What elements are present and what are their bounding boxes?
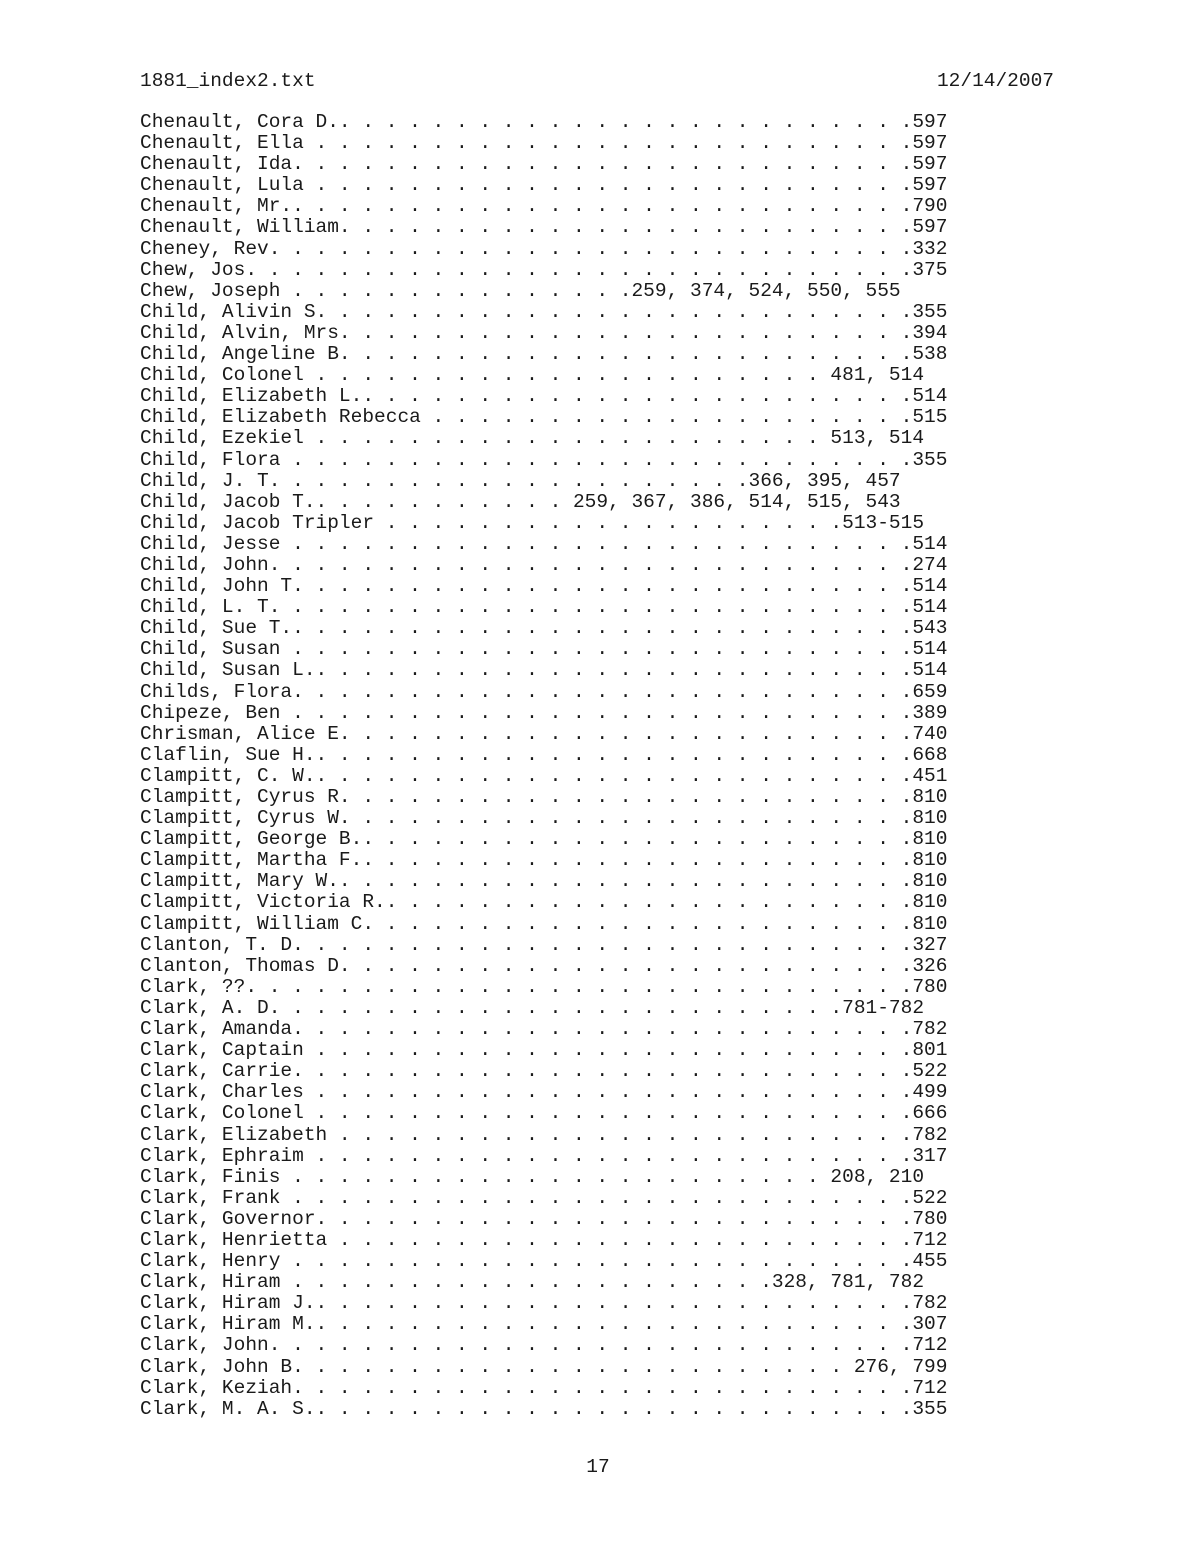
index-entry: Child, Alivin S. . . . . . . . . . . . . . . . . . . . . . . . . .355 bbox=[140, 300, 948, 323]
index-entry: Clanton, Thomas D. . . . . . . . . . . . . . . . . . . . . . . . .326 bbox=[140, 954, 948, 977]
index-entry: Child, Flora . . . . . . . . . . . . . . . . . . . . . . . . . . .355 bbox=[140, 448, 948, 471]
index-entry: Clark, Keziah. . . . . . . . . . . . . . . . . . . . . . . . . . .712 bbox=[140, 1376, 948, 1399]
index-entry: Clampitt, C. W.. . . . . . . . . . . . . . . . . . . . . . . . . .451 bbox=[140, 764, 948, 787]
index-entry: Child, Jacob Tripler . . . . . . . . . . . . . . . . . . . .513-515 bbox=[140, 511, 925, 534]
index-entry: Chenault, Lula . . . . . . . . . . . . . . . . . . . . . . . . . .597 bbox=[140, 174, 948, 197]
index-entry: Child, Susan . . . . . . . . . . . . . . . . . . . . . . . . . . .514 bbox=[140, 638, 948, 661]
index-entry: Clark, John. . . . . . . . . . . . . . . . . . . . . . . . . . . .712 bbox=[140, 1334, 948, 1357]
index-entry: Clark, Amanda. . . . . . . . . . . . . . . . . . . . . . . . . . .782 bbox=[140, 1018, 948, 1041]
index-entry: Child, Jacob T.. . . . . . . . . . . 259, 367, 386, 514, 515, 543 bbox=[140, 490, 901, 513]
index-entry: Clark, Governor. . . . . . . . . . . . . . . . . . . . . . . . . .780 bbox=[140, 1207, 948, 1230]
index-entry: Child, Alvin, Mrs. . . . . . . . . . . . . . . . . . . . . . . . .394 bbox=[140, 321, 948, 344]
index-entry: Clark, M. A. S.. . . . . . . . . . . . . . . . . . . . . . . . . .355 bbox=[140, 1397, 948, 1420]
index-entry: Clark, Elizabeth . . . . . . . . . . . . . . . . . . . . . . . . .782 bbox=[140, 1123, 948, 1146]
index-entry: Child, L. T. . . . . . . . . . . . . . . . . . . . . . . . . . . .514 bbox=[140, 596, 948, 619]
index-entry: Chipeze, Ben . . . . . . . . . . . . . . . . . . . . . . . . . . .389 bbox=[140, 701, 948, 724]
index-entry: Child, Ezekiel . . . . . . . . . . . . . . . . . . . . . . 513, 514 bbox=[140, 427, 925, 450]
index-entry: Clark, A. D. . . . . . . . . . . . . . . . . . . . . . . . .781-782 bbox=[140, 996, 925, 1019]
index-entry: Child, Susan L.. . . . . . . . . . . . . . . . . . . . . . . . . .514 bbox=[140, 659, 948, 682]
index-entry: Clampitt, Cyrus R. . . . . . . . . . . . . . . . . . . . . . . . .810 bbox=[140, 786, 948, 808]
index-entry: Chenault, Cora D.. . . . . . . . . . . . . . . . . . . . . . . . .597 bbox=[140, 111, 948, 133]
index-entry: Clampitt, Martha F.. . . . . . . . . . . . . . . . . . . . . . . .810 bbox=[140, 849, 948, 872]
index-entry: Clanton, T. D. . . . . . . . . . . . . . . . . . . . . . . . . . .327 bbox=[140, 933, 948, 956]
index-entry: Childs, Flora. . . . . . . . . . . . . . . . . . . . . . . . . . .659 bbox=[140, 680, 948, 703]
index-entry: Chenault, William. . . . . . . . . . . . . . . . . . . . . . . . .597 bbox=[140, 216, 948, 239]
index-entry: Clark, Charles . . . . . . . . . . . . . . . . . . . . . . . . . .499 bbox=[140, 1081, 948, 1104]
index-entry: Child, J. T. . . . . . . . . . . . . . . . . . . . .366, 395, 457 bbox=[140, 469, 901, 492]
index-entry: Child, Elizabeth L.. . . . . . . . . . . . . . . . . . . . . . . .514 bbox=[140, 385, 948, 408]
index-entry: Chew, Jos. . . . . . . . . . . . . . . . . . . . . . . . . . . . .375 bbox=[140, 258, 948, 281]
index-entry: Clampitt, Cyrus W. . . . . . . . . . . . . . . . . . . . . . . . .810 bbox=[140, 807, 948, 830]
index-entry: Clark, Hiram . . . . . . . . . . . . . . . . . . . . .328, 781, 782 bbox=[140, 1271, 925, 1294]
index-entry: Clark, ??. . . . . . . . . . . . . . . . . . . . . . . . . . . . .780 bbox=[140, 975, 948, 998]
index-entry: Clark, Henry . . . . . . . . . . . . . . . . . . . . . . . . . . .455 bbox=[140, 1250, 948, 1273]
index-entry: Cheney, Rev. . . . . . . . . . . . . . . . . . . . . . . . . . . .332 bbox=[140, 237, 948, 260]
index-entry: Child, John. . . . . . . . . . . . . . . . . . . . . . . . . . . .274 bbox=[140, 553, 948, 576]
index-entry: Chew, Joseph . . . . . . . . . . . . . . .259, 374, 524, 550, 555 bbox=[140, 279, 901, 302]
index-entry: Clark, Carrie. . . . . . . . . . . . . . . . . . . . . . . . . . .522 bbox=[140, 1060, 948, 1083]
index-entry: Clark, Hiram J.. . . . . . . . . . . . . . . . . . . . . . . . . .782 bbox=[140, 1292, 948, 1315]
index-entry: Clark, Captain . . . . . . . . . . . . . . . . . . . . . . . . . .801 bbox=[140, 1039, 948, 1062]
index-entry: Child, Angeline B. . . . . . . . . . . . . . . . . . . . . . . . .538 bbox=[140, 343, 948, 366]
index-entry: Child, John T. . . . . . . . . . . . . . . . . . . . . . . . . . .514 bbox=[140, 575, 948, 598]
index-entry: Chrisman, Alice E. . . . . . . . . . . . . . . . . . . . . . . . .740 bbox=[140, 722, 948, 745]
index-entry: Clark, John B. . . . . . . . . . . . . . . . . . . . . . . . 276, 799 bbox=[140, 1355, 948, 1378]
index-entry: Clampitt, Mary W.. . . . . . . . . . . . . . . . . . . . . . . . .810 bbox=[140, 870, 948, 893]
index-entry: Clampitt, Victoria R.. . . . . . . . . . . . . . . . . . . . . . .810 bbox=[140, 891, 948, 914]
index-entry: Chenault, Ida. . . . . . . . . . . . . . . . . . . . . . . . . . .597 bbox=[140, 153, 948, 176]
index-entry: Clark, Ephraim . . . . . . . . . . . . . . . . . . . . . . . . . .317 bbox=[140, 1144, 948, 1167]
index-entry: Clark, Hiram M.. . . . . . . . . . . . . . . . . . . . . . . . . .307 bbox=[140, 1313, 948, 1336]
page-number: 17 bbox=[586, 1456, 610, 1478]
index-entry: Clark, Frank . . . . . . . . . . . . . . . . . . . . . . . . . . .522 bbox=[140, 1186, 948, 1209]
index-list bbox=[140, 112, 947, 1420]
index-entry: Chenault, Ella . . . . . . . . . . . . . . . . . . . . . . . . . .597 bbox=[140, 132, 948, 155]
index-entry: Child, Elizabeth Rebecca . . . . . . . . . . . . . . . . . . . . .515 bbox=[140, 406, 948, 429]
index-entry: Clampitt, George B.. . . . . . . . . . . . . . . . . . . . . . . .810 bbox=[140, 828, 948, 851]
index-entry: Claflin, Sue H.. . . . . . . . . . . . . . . . . . . . . . . . . .668 bbox=[140, 743, 948, 766]
index-entry: Child, Sue T.. . . . . . . . . . . . . . . . . . . . . . . . . . .543 bbox=[140, 617, 948, 640]
index-entry: Clark, Henrietta . . . . . . . . . . . . . . . . . . . . . . . . .712 bbox=[140, 1228, 948, 1251]
document-date: 12/14/2007 bbox=[936, 70, 1054, 92]
document-filename: 1881_index2.txt bbox=[140, 70, 316, 92]
index-entry: Clampitt, William C. . . . . . . . . . . . . . . . . . . . . . . .810 bbox=[140, 912, 948, 935]
index-entry: Child, Jesse . . . . . . . . . . . . . . . . . . . . . . . . . . .514 bbox=[140, 532, 948, 555]
index-entry: Chenault, Mr.. . . . . . . . . . . . . . . . . . . . . . . . . . .790 bbox=[140, 195, 948, 218]
index-entry: Child, Colonel . . . . . . . . . . . . . . . . . . . . . . 481, 514 bbox=[140, 364, 925, 387]
index-entry: Clark, Colonel . . . . . . . . . . . . . . . . . . . . . . . . . .666 bbox=[140, 1102, 948, 1125]
index-entry: Clark, Finis . . . . . . . . . . . . . . . . . . . . . . . 208, 210 bbox=[140, 1165, 925, 1188]
